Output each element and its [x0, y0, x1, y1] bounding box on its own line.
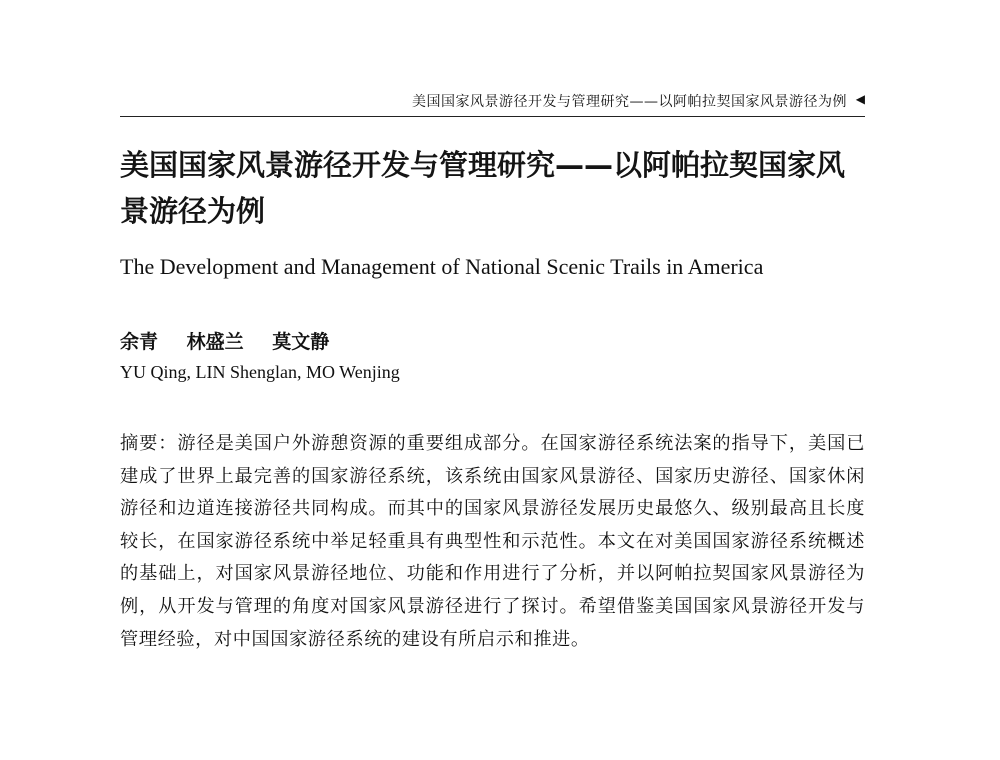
article-title-chinese: 美国国家风景游径开发与管理研究——以阿帕拉契国家风景游径为例 — [120, 148, 846, 228]
authors-chinese — [120, 327, 351, 354]
authors-english: YU Qing, LIN Shenglan, MO Wenjing — [120, 362, 400, 382]
running-header-text: 美国国家风景游径开发与管理研究——以阿帕拉契国家风景游径为例 — [412, 94, 847, 110]
triangle-left-icon: ◀ — [855, 92, 865, 106]
abstract — [120, 428, 865, 656]
author-name: 余青 — [120, 331, 159, 353]
article-title-english: The Development and Management of National Scenic Trails in America — [120, 254, 764, 279]
abstract-label: 摘要： — [120, 433, 178, 454]
running-header — [120, 86, 865, 117]
abstract-text: 游径是美国户外游憩资源的重要组成部分。在国家游径系统法案的指导下，美国已建成了世界上最完善的国家游径系统，该系统由国家风景游径、国家历史游径、国家休闲游径和边道连接游径共同构成。而其中的国家风景游径发展历史最悠久、级别最高且长度较长，在国家游径系统中举足轻重具有典型性和示范性。本文在对美国国家游径系统概述的基础上，对国家风景游径地位、功能和作用进行了分析，并以阿帕拉契国家风景游径为例，从开发与管理的角度对国家风景游径进行了探讨。希望借鉴美国国家风景游径开发与管理经验，对中国国家游径系统的建设有所启示和推进。 — [120, 433, 865, 650]
author-name: 林盛兰 — [186, 331, 244, 353]
author-name: 莫文静 — [272, 331, 330, 353]
